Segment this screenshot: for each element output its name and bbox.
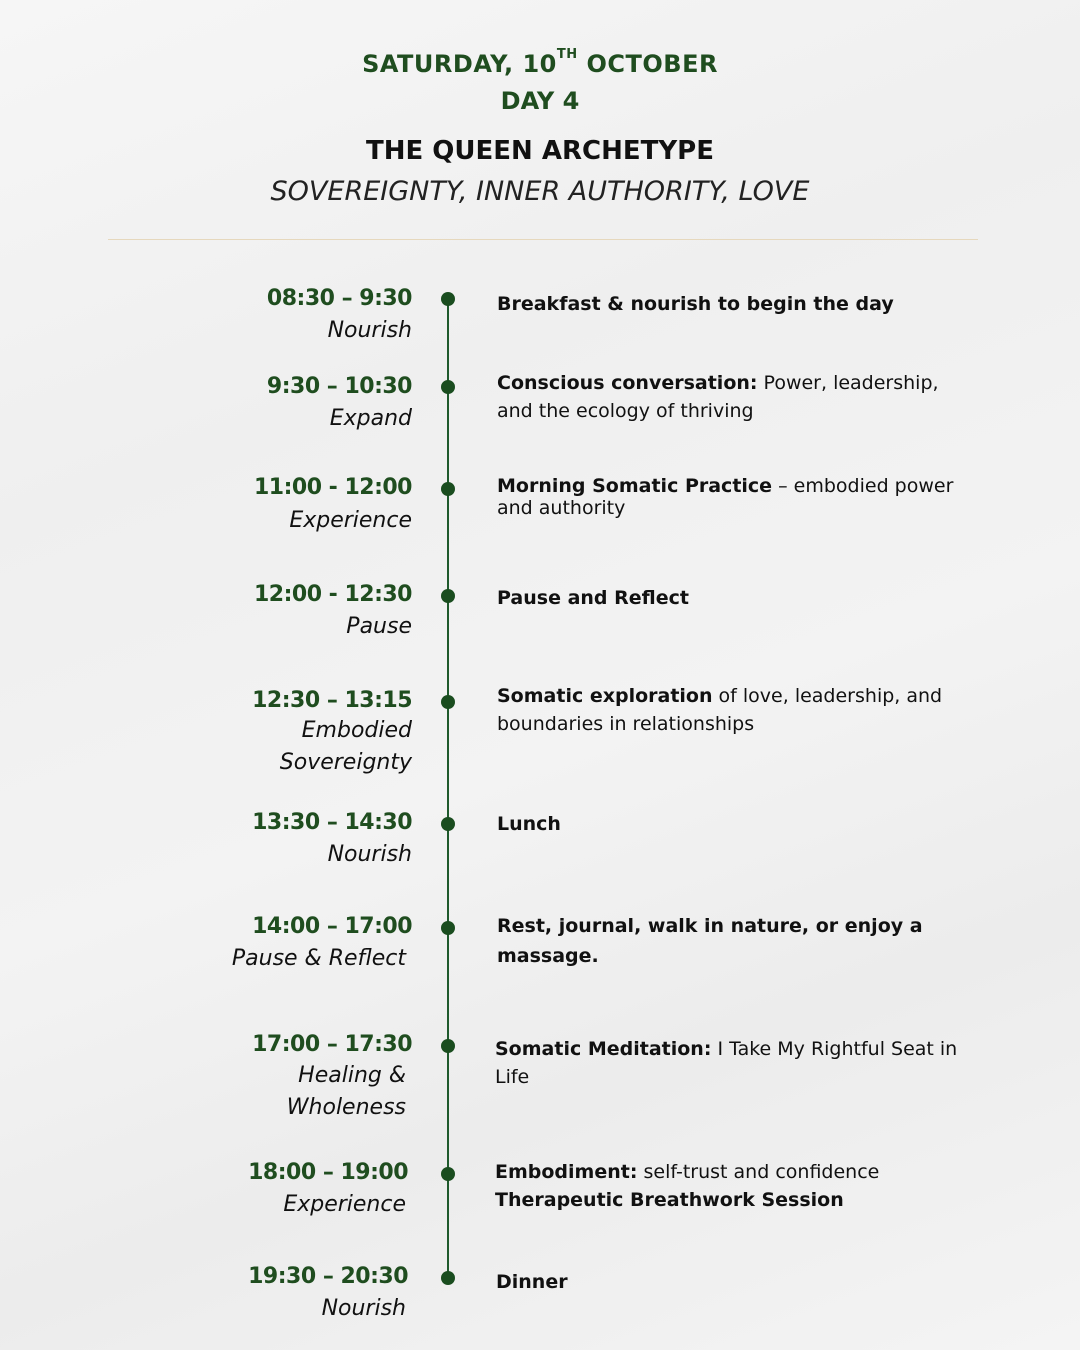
timeline-dot (441, 1167, 455, 1181)
day-number: DAY 4 (500, 87, 580, 115)
schedule-description: Embodiment: self-trust and confidence Therapeutic Breathwork Session (495, 1161, 880, 1211)
schedule-description: Dinner (496, 1271, 568, 1293)
schedule-label: Experience (283, 1192, 406, 1217)
timeline-dot (441, 380, 455, 394)
schedule-time: 19:30 – 20:30 (248, 1264, 408, 1289)
schedule-label: Pause (346, 614, 412, 639)
schedule-description: Morning Somatic Practice – embodied power and authority (497, 475, 954, 519)
page-subtitle: SOVEREIGNTY, INNER AUTHORITY, LOVE (270, 176, 810, 207)
timeline-line (447, 300, 449, 1278)
header-divider (108, 239, 978, 240)
timeline-dot (441, 589, 455, 603)
schedule-label: Nourish (327, 842, 412, 867)
schedule-time: 11:00 - 12:00 (253, 475, 412, 500)
schedule-description: Somatic Meditation: I Take My Rightful Seat in Life (495, 1038, 958, 1088)
schedule-label: Healing & Wholeness (286, 1063, 406, 1120)
schedule-time: 9:30 – 10:30 (266, 374, 412, 399)
schedule-time: 12:30 – 13:15 (252, 688, 412, 713)
schedule-label: Expand (329, 406, 412, 431)
timeline-dot (441, 292, 455, 306)
schedule-label: Pause & Reflect (231, 946, 406, 971)
schedule-time: 08:30 – 9:30 (266, 286, 412, 311)
timeline-dot (441, 1039, 455, 1053)
event-date: SATURDAY, 10TH OCTOBER (362, 47, 718, 78)
schedule-description: Rest, journal, walk in nature, or enjoy a massage. (497, 915, 923, 967)
schedule-time: 18:00 – 19:00 (248, 1160, 408, 1185)
timeline-dot (441, 695, 455, 709)
schedule-time: 13:30 – 14:30 (252, 810, 412, 835)
timeline-dot (441, 921, 455, 935)
schedule-description: Somatic exploration of love, leadership, and boundaries in relationships (497, 685, 943, 735)
timeline-dot (441, 817, 455, 831)
schedule-description: Pause and Reflect (497, 587, 689, 609)
schedule-label: Embodied Sovereignty (279, 718, 412, 775)
schedule-description: Breakfast & nourish to begin the day (497, 293, 894, 315)
timeline-dot (441, 482, 455, 496)
page-title: THE QUEEN ARCHETYPE (366, 136, 714, 166)
schedule-description: Conscious conversation: Power, leadership, and the ecology of thriving (497, 372, 939, 422)
schedule-time: 17:00 – 17:30 (252, 1032, 412, 1057)
schedule-label: Nourish (327, 318, 412, 343)
schedule-description: Lunch (497, 813, 561, 835)
schedule-label: Nourish (321, 1296, 406, 1321)
schedule-label: Experience (289, 508, 412, 533)
schedule-time: 12:00 - 12:30 (253, 582, 412, 607)
schedule-time: 14:00 – 17:00 (252, 914, 412, 939)
timeline-dot (441, 1271, 455, 1285)
